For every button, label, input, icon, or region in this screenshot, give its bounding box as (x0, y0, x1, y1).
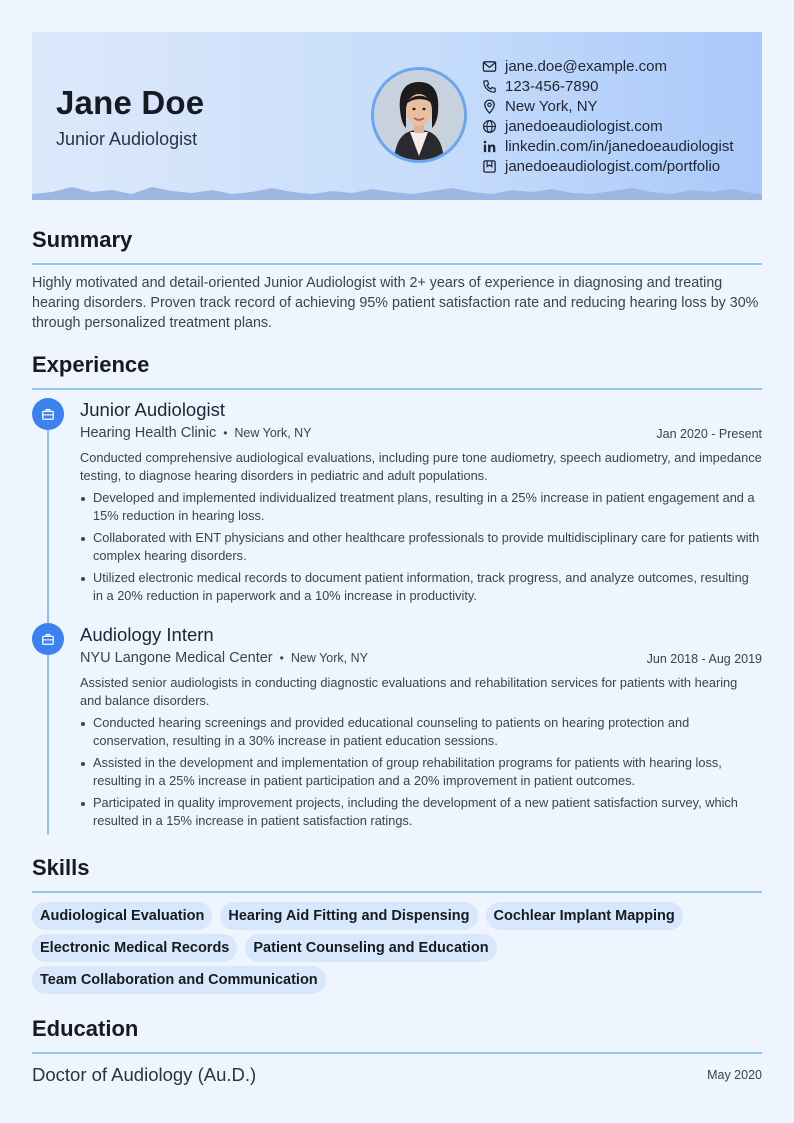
job-dates: Jun 2018 - Aug 2019 (646, 652, 762, 666)
list-item: Conducted hearing screenings and provided educational counseling to patients on hearing protection and conservation, resulting in a 30% increase in patient education sessions. (80, 714, 762, 750)
education-heading: Education (32, 1016, 139, 1041)
phone-text: 123-456-7890 (505, 77, 599, 95)
experience-divider (32, 388, 762, 390)
skills-heading: Skills (32, 855, 90, 880)
list-item: Participated in quality improvement projects, including the development of a new patient satisfaction survey, which resulted in a 15% increase in patient satisfaction ratings. (80, 794, 762, 830)
list-item: Collaborated with ENT physicians and other healthcare professionals to provide multidisciplinary care for patients with complex hearing disorders. (80, 529, 762, 565)
job-organization: Hearing Health Clinic (80, 425, 217, 441)
experience-heading: Experience (32, 352, 150, 377)
portfolio-icon (482, 159, 497, 174)
education-date: May 2020 (707, 1068, 762, 1082)
list-item: Utilized electronic medical records to document patient information, track progress, and analyze outcomes, resulting in a 20% reduction in paperwork and a 10% increase in productivity. (80, 569, 762, 605)
contact-phone[interactable] (482, 76, 734, 96)
email-icon (482, 59, 497, 74)
education-divider (32, 1052, 762, 1054)
job-title: Audiology Intern (80, 624, 214, 645)
candidate-title: Junior Audiologist (56, 129, 198, 149)
skill-chip: Cochlear Implant Mapping (486, 902, 683, 930)
job-bullets (80, 714, 762, 830)
contact-location (482, 96, 734, 116)
job-bullets (80, 489, 762, 605)
job-title: Junior Audiologist (80, 399, 226, 420)
skill-chip: Team Collaboration and Communication (32, 966, 326, 994)
contact-list (482, 56, 734, 176)
profile-photo (371, 67, 467, 163)
list-item: Assisted in the development and implementation of group rehabilitation programs for patients with hearing loss, resulting in a 25% increase in patient participation and a 20% improvement in patient outcomes. (80, 754, 762, 790)
location-text: New York, NY (505, 97, 598, 115)
job-meta (80, 650, 762, 674)
contact-portfolio[interactable] (482, 156, 734, 176)
briefcase-icon (32, 398, 64, 430)
list-item: Developed and implemented individualized treatment plans, resulting in a 25% increase in patient engagement and a 15% reduction in hearing loss. (80, 489, 762, 525)
experience-item (80, 624, 762, 834)
skill-chip: Electronic Medical Records (32, 934, 237, 962)
globe-icon (482, 119, 497, 134)
job-organization: NYU Langone Medical Center (80, 650, 273, 666)
summary-divider (32, 263, 762, 265)
location-pin-icon (482, 99, 497, 114)
separator-dot: • (279, 651, 284, 665)
job-meta (80, 425, 762, 449)
linkedin-text: linkedin.com/in/janedoeaudiologist (505, 137, 734, 155)
phone-icon (482, 79, 497, 94)
job-description: Conducted comprehensive audiological evaluations, including pure tone audiometry, speech audiometry, and impedance testing, to diagnose hearing disorders in pediatric and adult populations. (80, 450, 762, 483)
portfolio-text: janedoeaudiologist.com/portfolio (505, 157, 721, 175)
job-location: New York, NY (234, 426, 312, 440)
contact-website[interactable] (482, 116, 734, 136)
profile-photo-illustration (374, 70, 464, 160)
candidate-name: Jane Doe (56, 84, 205, 121)
email-text: jane.doe@example.com (505, 57, 667, 75)
skill-chip: Patient Counseling and Education (245, 934, 496, 962)
separator-dot: • (223, 426, 228, 440)
skill-chip: Hearing Aid Fitting and Dispensing (220, 902, 477, 930)
skill-chip: Audiological Evaluation (32, 902, 212, 930)
resume-header (32, 32, 762, 200)
experience-item (80, 399, 762, 609)
skills-divider (32, 891, 762, 893)
skills-list (32, 902, 762, 998)
contact-email[interactable] (482, 56, 734, 76)
job-dates: Jan 2020 - Present (656, 427, 762, 441)
briefcase-icon (32, 623, 64, 655)
summary-heading: Summary (32, 227, 133, 252)
contact-linkedin[interactable] (482, 136, 734, 156)
website-text: janedoeaudiologist.com (505, 117, 663, 135)
job-description: Assisted senior audiologists in conducting diagnostic evaluations and rehabilitation services for patients with hearing and balance disorders. (80, 675, 738, 708)
job-location: New York, NY (290, 651, 368, 665)
mountain-decoration (32, 184, 762, 200)
summary-text: Highly motivated and detail-oriented Junior Audiologist with 2+ years of experience in diagnosing and treating hearing disorders. Proven track record of achieving 95% patient satisfaction rate and reducing hearing loss by 30% through personalized treatment plans. (32, 275, 759, 331)
education-degree: Doctor of Audiology (Au.D.) (32, 1064, 257, 1085)
linkedin-icon (482, 139, 497, 154)
